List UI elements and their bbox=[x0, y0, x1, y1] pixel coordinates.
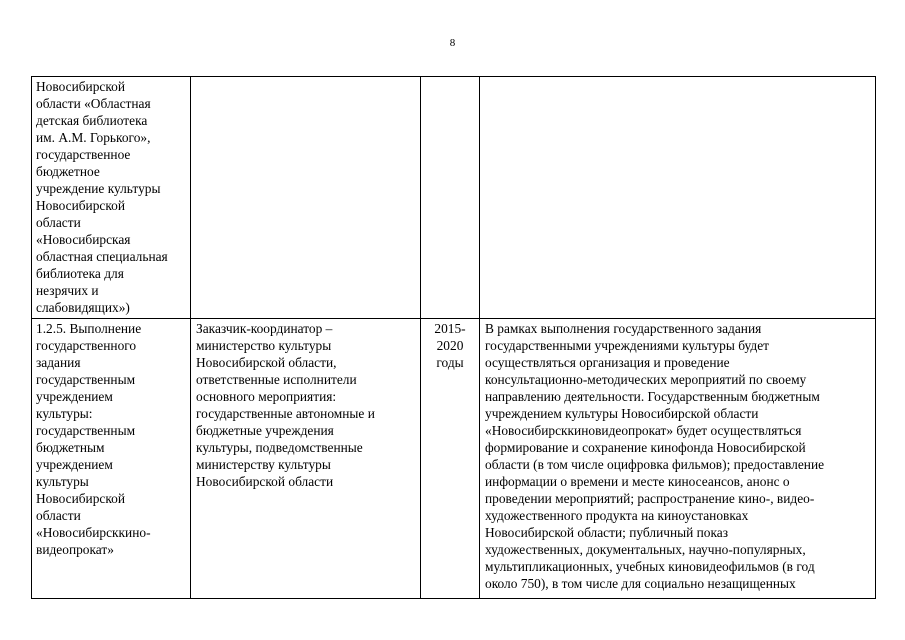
cell-text-line: им. А.М. Горького», bbox=[36, 130, 151, 145]
cell-text-line: государственным bbox=[36, 372, 136, 387]
cell-text-line: «Новосибирсккино- bbox=[36, 525, 151, 540]
cell-text-line: около 750), в том числе для социально незащищенных bbox=[485, 576, 796, 591]
cell-text-line: Заказчик-координатор – bbox=[196, 321, 333, 336]
table-right-border bbox=[875, 76, 876, 599]
cell-text-line: ответственные исполнители bbox=[196, 372, 357, 387]
cell-text-line: государственным bbox=[36, 423, 136, 438]
cell-text-line: консультационно-методических мероприятий по своему bbox=[485, 372, 807, 387]
cell-text-line: государственное bbox=[36, 147, 131, 162]
cell-text-line: бюджетные учреждения bbox=[196, 423, 334, 438]
column-divider-1 bbox=[190, 76, 191, 599]
cell-text-line: культуры bbox=[36, 474, 89, 489]
cell-text-line: слабовидящих») bbox=[36, 300, 130, 315]
cell-text-line: культуры, подведомственные bbox=[196, 440, 363, 455]
row2-col2-cell bbox=[196, 320, 375, 490]
cell-text-line: бюджетным bbox=[36, 440, 105, 455]
table-row-divider bbox=[31, 318, 876, 319]
cell-text-line: проведении мероприятий; распространение кино-, видео- bbox=[485, 491, 815, 506]
cell-text-line: «Новосибирская bbox=[36, 232, 131, 247]
cell-text-line: Новосибирской области, bbox=[196, 355, 337, 370]
cell-text-line: художественного продукта на киноустановках bbox=[485, 508, 749, 523]
page-number: 8 bbox=[449, 37, 456, 49]
column-divider-3 bbox=[479, 76, 480, 599]
cell-text-line: области bbox=[36, 508, 81, 523]
cell-text-line: учреждением культуры Новосибирской области bbox=[485, 406, 759, 421]
cell-text-line: Новосибирской bbox=[36, 491, 126, 506]
cell-text-line: области (в том числе оцифровка фильмов); предоставление bbox=[485, 457, 825, 472]
row1-col1-cell bbox=[36, 78, 168, 316]
cell-text-line: художественных, документальных, научно-популярных, bbox=[485, 542, 806, 557]
cell-text-line: учреждением bbox=[36, 457, 113, 472]
cell-text-line: Новосибирской области; публичный показ bbox=[485, 525, 729, 540]
cell-text-line: задания bbox=[36, 355, 81, 370]
table-left-border bbox=[31, 76, 32, 599]
cell-text-line: осуществляться организация и проведение bbox=[485, 355, 730, 370]
cell-text-line: основного мероприятия: bbox=[196, 389, 337, 404]
cell-text-line: учреждением bbox=[36, 389, 113, 404]
cell-text-line: формирование и сохранение кинофонда Новосибирской bbox=[485, 440, 806, 455]
cell-text-line: детская библиотека bbox=[36, 113, 148, 128]
cell-text-line: государственного bbox=[36, 338, 137, 353]
table-top-border bbox=[31, 76, 876, 77]
cell-text-line: министерство культуры bbox=[196, 338, 332, 353]
cell-text-line: государственными учреждениями культуры будет bbox=[485, 338, 769, 353]
cell-text-line: годы bbox=[436, 355, 464, 370]
cell-text-line: 2020 bbox=[436, 338, 464, 353]
cell-text-line: культуры: bbox=[36, 406, 93, 421]
cell-text-line: 2015- bbox=[434, 321, 466, 336]
cell-text-line: «Новосибирсккиновидеопрокат» будет осуществляться bbox=[485, 423, 802, 438]
cell-text-line: направлению деятельности. Государственным бюджетным bbox=[485, 389, 820, 404]
cell-text-line: области «Областная bbox=[36, 96, 151, 111]
cell-text-line: государственные автономные и bbox=[196, 406, 375, 421]
cell-text-line: бюджетное bbox=[36, 164, 100, 179]
row2-col3-cell bbox=[421, 320, 479, 371]
row2-col4-cell bbox=[485, 320, 824, 592]
cell-text-line: незрячих и bbox=[36, 283, 99, 298]
row2-col1-cell bbox=[36, 320, 151, 558]
cell-text-line: видеопрокат» bbox=[36, 542, 114, 557]
cell-text-line: мультипликационных, учебных киновидеофильмов (в год bbox=[485, 559, 815, 574]
cell-text-line: В рамках выполнения государственного задания bbox=[485, 321, 762, 336]
cell-text-line: областная специальная bbox=[36, 249, 168, 264]
cell-text-line: 1.2.5. Выполнение bbox=[36, 321, 142, 336]
cell-text-line: информации о времени и месте киносеансов, анонс о bbox=[485, 474, 790, 489]
cell-text-line: учреждение культуры bbox=[36, 181, 161, 196]
cell-text-line: Новосибирской bbox=[36, 79, 126, 94]
cell-text-line: Новосибирской области bbox=[196, 474, 334, 489]
cell-text-line: Новосибирской bbox=[36, 198, 126, 213]
cell-text-line: министерству культуры bbox=[196, 457, 331, 472]
table-bottom-border bbox=[31, 598, 876, 599]
cell-text-line: области bbox=[36, 215, 81, 230]
cell-text-line: библиотека для bbox=[36, 266, 124, 281]
